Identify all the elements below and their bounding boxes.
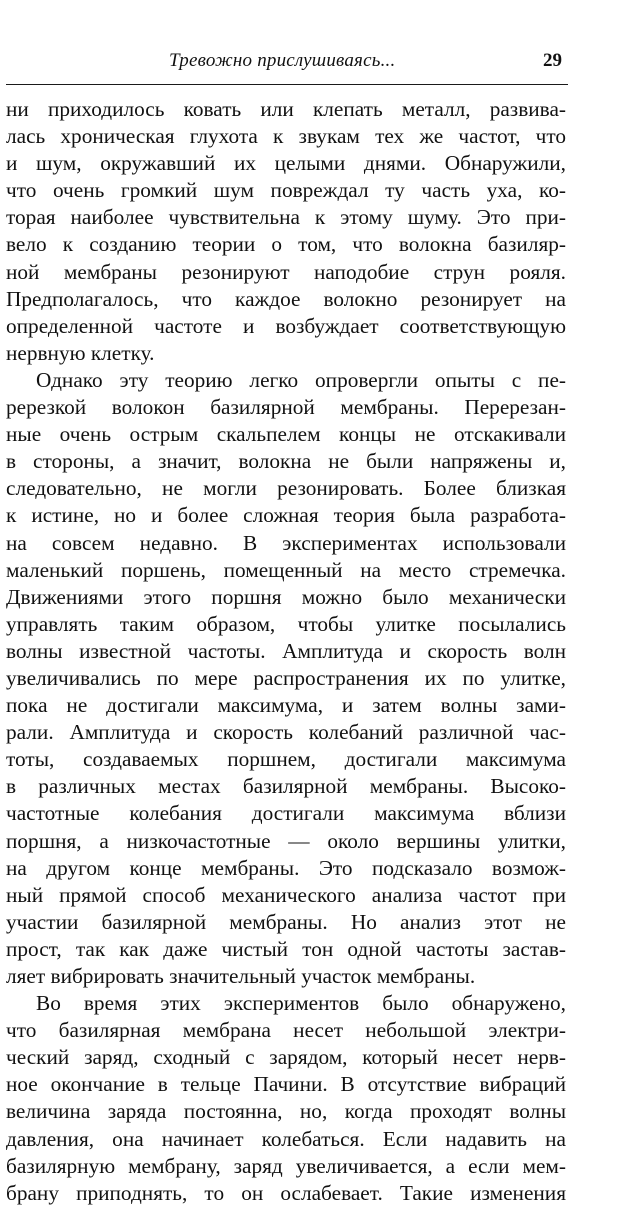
text-line: в различных местах базилярной мембраны. Высоко- bbox=[6, 774, 566, 799]
text-line: управлять таким образом, чтобы улитке посылались bbox=[6, 611, 566, 636]
paragraph bbox=[6, 96, 566, 367]
text-line: Движениями этого поршня можно было механически bbox=[6, 584, 566, 609]
text-line: в стороны, а значит, волокна не были напряжены и, bbox=[6, 449, 566, 474]
text-line: к истине, но и более сложная теория была разработа- bbox=[6, 503, 566, 528]
text-line: увеличивались по мере распространения их по улитке, bbox=[6, 665, 566, 690]
text-line: ческий заряд, сходный с зарядом, который несет нерв- bbox=[6, 1045, 566, 1070]
text-line: ни приходилось ковать или клепать металл, развива- bbox=[6, 97, 566, 121]
text-line: волны известной частоты. Амплитуда и скорость волн bbox=[6, 638, 566, 663]
body-text bbox=[6, 96, 566, 1207]
text-line: Во время этих экспериментов было обнаружено, bbox=[36, 991, 566, 1016]
text-line: что базилярная мембрана несет небольшой электри- bbox=[6, 1018, 566, 1043]
text-line: что очень громкий шум повреждал ту часть уха, ко- bbox=[6, 178, 566, 203]
paragraph bbox=[6, 990, 566, 1207]
text-line: следовательно, не могли резонировать. Более близкая bbox=[6, 476, 566, 501]
text-line: тоты, создаваемых поршнем, достигали максимума bbox=[6, 747, 566, 772]
text-line: ные очень острым скальпелем концы не отскакивали bbox=[6, 422, 566, 447]
text-line: нервную клетку. bbox=[6, 340, 155, 365]
text-line: и шум, окружавший их целыми днями. Обнаружили, bbox=[6, 151, 566, 176]
page-header bbox=[6, 50, 568, 85]
text-line: базилярную мембрану, заряд увеличивается, а если мем- bbox=[6, 1153, 566, 1178]
text-line: ный прямой способ механического анализа частот при bbox=[6, 882, 566, 907]
text-line: участии базилярной мембраны. Но анализ этот не bbox=[6, 909, 566, 934]
text-line: прост, так как даже чистый тон одной частоты застав- bbox=[6, 936, 566, 961]
text-line: Предполагалось, что каждое волокно резонирует на bbox=[6, 286, 566, 311]
text-line: торая наиболее чувствительна к этому шуму. Это при- bbox=[6, 205, 566, 230]
text-line: лась хроническая глухота к звукам тех же частот, что bbox=[6, 124, 566, 149]
text-line: ляет вибрировать значительный участок мембраны. bbox=[6, 964, 476, 988]
text-line: на другом конце мембраны. Это подсказало возмож- bbox=[6, 855, 566, 880]
text-line: поршня, а низкочастотные — около вершины улитки, bbox=[6, 828, 566, 853]
text-line: вело к созданию теории о том, что волокна базиляр- bbox=[6, 232, 566, 257]
text-line: брану приподнять, то он ослабевает. Такие изменения bbox=[6, 1180, 566, 1205]
running-title: Тревожно прислушиваясь... bbox=[169, 50, 396, 71]
text-line: рали. Амплитуда и скорость колебаний различной час- bbox=[6, 720, 566, 745]
text-line: величина заряда постоянна, но, когда проходят волны bbox=[6, 1099, 566, 1124]
text-line: ное окончание в тельце Пачини. В отсутствие вибраций bbox=[6, 1072, 566, 1097]
text-line: на совсем недавно. В экспериментах использовали bbox=[6, 530, 566, 555]
text-line: давления, она начинает колебаться. Если надавить на bbox=[6, 1126, 566, 1151]
text-line: пока не достигали максимума, и затем волны зами- bbox=[6, 693, 566, 718]
page-number: 29 bbox=[543, 50, 562, 71]
text-line: маленький поршень, помещенный на место стремечка. bbox=[6, 557, 566, 582]
text-line: частотные колебания достигали максимума вблизи bbox=[6, 801, 566, 826]
text-line: ной мембраны резонируют наподобие струн рояля. bbox=[6, 259, 566, 284]
text-line: Однако эту теорию легко опровергли опыты с пе- bbox=[36, 367, 566, 392]
text-line: определенной частоте и возбуждает соответствующую bbox=[6, 313, 566, 338]
paragraph bbox=[6, 367, 566, 990]
text-line: ререзкой волокон базилярной мембраны. Перерезан- bbox=[6, 395, 566, 420]
